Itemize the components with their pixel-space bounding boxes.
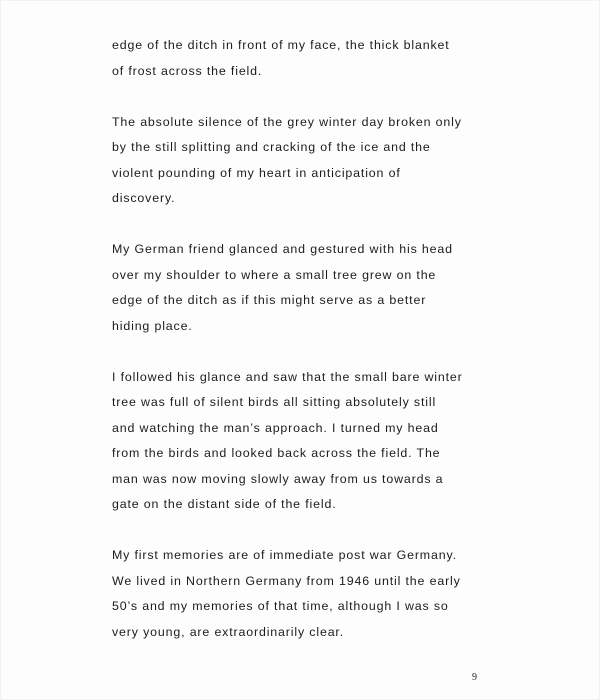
page-number: 9 <box>472 672 477 683</box>
text-line: discovery. <box>112 191 176 205</box>
paragraph-1 <box>112 33 492 84</box>
text-line: My German friend glanced and gestured with his head <box>112 242 453 256</box>
text-line: from the birds and looked back across the field. The <box>112 446 441 460</box>
text-line: We lived in Northern Germany from 1946 until the early <box>112 573 461 588</box>
paragraph-2 <box>112 110 492 212</box>
text-line: My first memories are of immediate post war Germany. <box>112 548 457 562</box>
text-line: over my shoulder to where a small tree grew on the <box>112 267 437 282</box>
text-line: I followed his glance and saw that the small bare winter <box>112 369 463 384</box>
text-line: and watching the man’s approach. I turned my head <box>112 420 439 435</box>
body-text <box>112 33 492 671</box>
paragraph-5 <box>112 543 492 645</box>
text-line: violent pounding of my heart in anticipation of <box>112 165 401 180</box>
text-line: of frost across the field. <box>112 63 263 78</box>
paragraph-3 <box>112 237 492 339</box>
text-line: tree was full of silent birds all sitting absolutely still <box>112 395 437 409</box>
text-line: 50’s and my memories of that time, although I was so <box>112 599 449 613</box>
text-line: gate on the distant side of the field. <box>112 497 337 511</box>
text-line: edge of the ditch in front of my face, the thick blanket <box>112 38 450 52</box>
paragraph-4 <box>112 365 492 518</box>
text-line: by the still splitting and cracking of the ice and the <box>112 140 431 154</box>
text-line: man was now moving slowly away from us towards a <box>112 471 444 486</box>
text-line: hiding place. <box>112 318 193 333</box>
text-line: The absolute silence of the grey winter day broken only <box>112 114 462 129</box>
text-line: edge of the ditch as if this might serve as a better <box>112 293 427 307</box>
text-line: very young, are extraordinarily clear. <box>112 624 345 639</box>
